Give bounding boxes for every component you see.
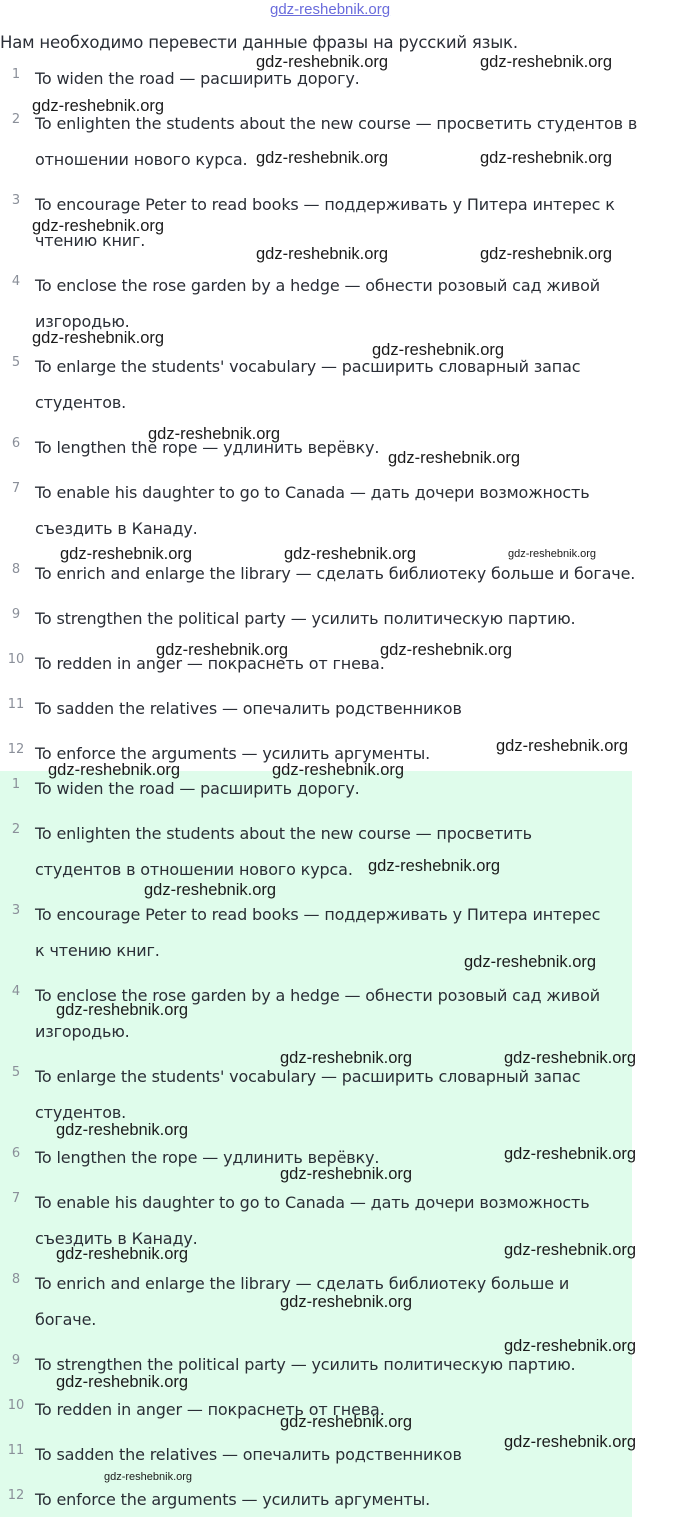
- watermark-text: gdz-reshebnik.org: [508, 548, 597, 560]
- watermark-text: gdz-reshebnik.org: [272, 761, 405, 779]
- watermark-text: gdz-reshebnik.org: [480, 149, 613, 167]
- watermark-text: gdz-reshebnik.org: [56, 1245, 189, 1263]
- item-text-line: съездить в Канаду.: [35, 519, 198, 538]
- item-text-line: студентов.: [35, 393, 127, 412]
- item-text-line: To redden in anger — покраснеть от гнева.: [35, 654, 385, 673]
- item-number: 12: [7, 1488, 25, 1503]
- item-text-line: богаче.: [35, 1310, 97, 1329]
- item-number: 8: [11, 562, 21, 577]
- watermark-text: gdz-reshebnik.org: [284, 545, 417, 563]
- item-text-line: To enrich and enlarge the library — сделать библиотеку больше и богаче.: [35, 564, 636, 583]
- item-number: 6: [11, 436, 21, 451]
- item-number: 2: [11, 822, 21, 837]
- item-text-line: отношении нового курса.: [35, 150, 248, 169]
- watermark-text: gdz-reshebnik.org: [256, 245, 389, 263]
- item-number: 2: [11, 112, 21, 127]
- watermark-text: gdz-reshebnik.org: [504, 1049, 637, 1067]
- watermark-text: gdz-reshebnik.org: [60, 545, 193, 563]
- site-link[interactable]: gdz-reshebnik.org: [270, 1, 391, 18]
- item-number: 9: [11, 1353, 21, 1368]
- item-text-line: To enforce the arguments — усилить аргументы.: [35, 744, 431, 763]
- item-number: 10: [7, 1398, 25, 1413]
- item-text-line: To redden in anger — покраснеть от гнева.: [35, 1400, 385, 1419]
- watermark-text: gdz-reshebnik.org: [56, 1121, 189, 1139]
- item-text-line: To lengthen the rope — удлинить верёвку.: [35, 438, 380, 457]
- item-text-line: To enlighten the students about the new course — просветить: [35, 824, 532, 843]
- watermark-text: gdz-reshebnik.org: [504, 1145, 637, 1163]
- watermark-text: gdz-reshebnik.org: [380, 641, 513, 659]
- item-text-line: To sadden the relatives — опечалить родственников: [35, 1445, 462, 1464]
- item-number: 7: [11, 1191, 21, 1206]
- item-text-line: съездить в Канаду.: [35, 1229, 198, 1248]
- item-text-line: чтению книг.: [35, 231, 146, 250]
- item-number: 4: [11, 984, 21, 999]
- watermark-text: gdz-reshebnik.org: [156, 641, 289, 659]
- item-number: 11: [7, 1443, 25, 1458]
- intro-text: Нам необходимо перевести данные фразы на русский язык.: [0, 33, 518, 52]
- item-text-line: To widen the road — расширить дорогу.: [35, 779, 360, 798]
- item-text-line: To widen the road — расширить дорогу.: [35, 69, 360, 88]
- item-number: 8: [11, 1272, 21, 1287]
- watermark-text: gdz-reshebnik.org: [496, 737, 629, 755]
- item-text-line: To enlarge the students' vocabulary — расширить словарный запас: [35, 357, 581, 376]
- item-text-line: To lengthen the rope — удлинить верёвку.: [35, 1148, 380, 1167]
- item-text-line: изгородью.: [35, 312, 130, 331]
- watermark-text: gdz-reshebnik.org: [56, 1001, 189, 1019]
- item-text-line: к чтению книг.: [35, 941, 160, 960]
- item-text-line: To strengthen the political party — усилить политическую партию.: [35, 609, 576, 628]
- watermark-text: gdz-reshebnik.org: [480, 53, 613, 71]
- item-text-line: To encourage Peter to read books — поддерживать у Питера интерес к: [35, 195, 615, 214]
- item-text-line: изгородью.: [35, 1022, 130, 1041]
- watermark-text: gdz-reshebnik.org: [280, 1293, 413, 1311]
- watermark-text: gdz-reshebnik.org: [280, 1413, 413, 1431]
- item-text-line: To sadden the relatives — опечалить родственников: [35, 699, 462, 718]
- item-number: 9: [11, 607, 21, 622]
- watermark-text: gdz-reshebnik.org: [372, 341, 505, 359]
- item-number: 12: [7, 742, 25, 757]
- watermark-text: gdz-reshebnik.org: [480, 245, 613, 263]
- item-number: 7: [11, 481, 21, 496]
- item-text-line: To enlarge the students' vocabulary — расширить словарный запас: [35, 1067, 581, 1086]
- item-number: 6: [11, 1146, 21, 1161]
- item-text-line: To strengthen the political party — усилить политическую партию.: [35, 1355, 576, 1374]
- watermark-text: gdz-reshebnik.org: [32, 97, 165, 115]
- watermark-text: gdz-reshebnik.org: [104, 1471, 193, 1483]
- watermark-text: gdz-reshebnik.org: [280, 1165, 413, 1183]
- watermark-text: gdz-reshebnik.org: [144, 881, 277, 899]
- watermark-text: gdz-reshebnik.org: [388, 449, 521, 467]
- item-number: 3: [11, 193, 21, 208]
- item-text-line: To enable his daughter to go to Canada — дать дочери возможность: [35, 483, 590, 502]
- item-text-line: To enforce the arguments — усилить аргументы.: [35, 1490, 431, 1509]
- watermark-text: gdz-reshebnik.org: [256, 53, 389, 71]
- watermark-text: gdz-reshebnik.org: [56, 1373, 189, 1391]
- item-text-line: To enable his daughter to go to Canada — дать дочери возможность: [35, 1193, 590, 1212]
- watermark-text: gdz-reshebnik.org: [280, 1049, 413, 1067]
- watermark-text: gdz-reshebnik.org: [504, 1241, 637, 1259]
- watermark-text: gdz-reshebnik.org: [32, 217, 165, 235]
- watermark-text: gdz-reshebnik.org: [368, 857, 501, 875]
- watermark-text: gdz-reshebnik.org: [256, 149, 389, 167]
- item-number: 5: [11, 355, 21, 370]
- item-text-line: To enclose the rose garden by a hedge — обнести розовый сад живой: [35, 986, 601, 1005]
- watermark-text: gdz-reshebnik.org: [148, 425, 281, 443]
- item-number: 3: [11, 903, 21, 918]
- item-text-line: студентов в отношении нового курса.: [35, 860, 353, 879]
- item-text-line: To encourage Peter to read books — поддерживать у Питера интерес: [35, 905, 601, 924]
- item-number: 10: [7, 652, 25, 667]
- item-text-line: студентов.: [35, 1103, 127, 1122]
- watermark-text: gdz-reshebnik.org: [48, 761, 181, 779]
- item-number: 4: [11, 274, 21, 289]
- item-text-line: To enclose the rose garden by a hedge — обнести розовый сад живой: [35, 276, 601, 295]
- item-number: 1: [11, 777, 21, 792]
- item-number: 5: [11, 1065, 21, 1080]
- watermark-text: gdz-reshebnik.org: [32, 329, 165, 347]
- item-text-line: To enlighten the students about the new course — просветить студентов в: [35, 114, 638, 133]
- item-number: 1: [11, 67, 21, 82]
- watermark-text: gdz-reshebnik.org: [504, 1337, 637, 1355]
- watermark-text: gdz-reshebnik.org: [504, 1433, 637, 1451]
- item-number: 11: [7, 697, 25, 712]
- item-text-line: To enrich and enlarge the library — сделать библиотеку больше и: [35, 1274, 570, 1293]
- watermark-text: gdz-reshebnik.org: [464, 953, 597, 971]
